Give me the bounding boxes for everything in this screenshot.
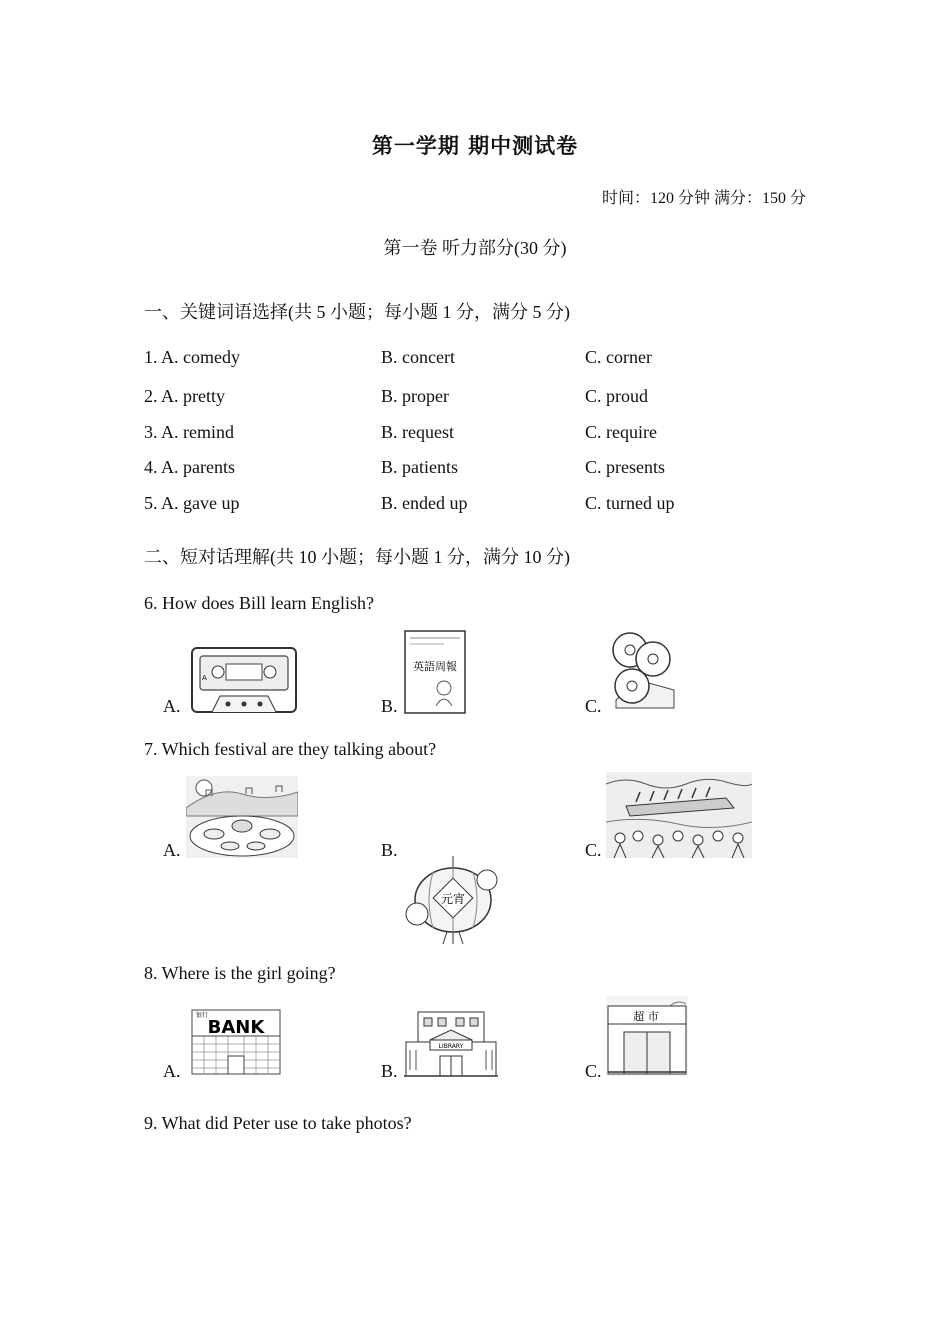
- newspaper-title: 英語周報: [413, 660, 457, 673]
- bank-small-sign: 银行: [196, 1012, 209, 1019]
- q7-label-c: C.: [585, 840, 602, 860]
- exam-meta: 时间：120 分钟 满分：150 分: [601, 190, 806, 207]
- supermarket-sign: 超 市: [633, 1010, 659, 1023]
- cassette-tape-icon: [190, 646, 298, 714]
- q3-option-c: C. require: [585, 422, 657, 442]
- bank-building-icon: [190, 1008, 282, 1076]
- q2-option-b: B. proper: [381, 386, 449, 406]
- q8-label-a: A.: [163, 1061, 181, 1081]
- cd-discs-icon: [608, 630, 678, 712]
- q6-label-a: A.: [163, 696, 181, 716]
- q7-label-b: B.: [381, 840, 398, 860]
- section-2-heading: 二、短对话理解(共 10 小题；每小题 1 分，满分 10 分): [144, 547, 570, 567]
- q7-text: 7. Which festival are they talking about?: [144, 739, 437, 759]
- lantern-text: 元宵: [440, 892, 466, 906]
- q1-option-a: 1. A. comedy: [144, 347, 240, 367]
- q1-option-b: B. concert: [381, 347, 455, 367]
- q4-option-b: B. patients: [381, 457, 458, 477]
- q6-label-b: B.: [381, 696, 398, 716]
- q1-option-c: C. corner: [585, 347, 652, 367]
- q8-label-b: B.: [381, 1061, 398, 1081]
- mooncake-festival-icon: [186, 776, 298, 858]
- q4-option-a: 4. A. parents: [144, 457, 235, 477]
- newspaper-icon: [404, 630, 466, 714]
- q9-text: 9. What did Peter use to take photos?: [144, 1113, 412, 1133]
- section-1-heading: 一、关键词语选择(共 5 小题；每小题 1 分，满分 5 分): [144, 302, 570, 322]
- q5-option-b: B. ended up: [381, 493, 468, 513]
- q5-option-c: C. turned up: [585, 493, 675, 513]
- q7-label-a: A.: [163, 840, 181, 860]
- q2-option-a: 2. A. pretty: [144, 386, 225, 406]
- svg-text:A: A: [202, 674, 207, 682]
- lantern-festival-icon: [403, 856, 503, 944]
- q2-option-c: C. proud: [585, 386, 648, 406]
- q8-text: 8. Where is the girl going?: [144, 963, 336, 983]
- q6-text: 6. How does Bill learn English?: [144, 593, 374, 613]
- library-building-icon: [404, 1010, 498, 1078]
- q4-option-c: C. presents: [585, 457, 665, 477]
- q3-option-b: B. request: [381, 422, 454, 442]
- supermarket-building-icon: [606, 996, 688, 1076]
- bank-sign: BANK: [207, 1017, 265, 1038]
- dragon-boat-icon: [606, 772, 752, 858]
- q8-label-c: C.: [585, 1061, 602, 1081]
- library-sign: LIBRARY: [438, 1043, 464, 1050]
- q6-label-c: C.: [585, 696, 602, 716]
- q3-option-a: 3. A. remind: [144, 422, 234, 442]
- q5-option-a: 5. A. gave up: [144, 493, 240, 513]
- page-title: 第一学期 期中测试卷: [371, 134, 579, 158]
- part-heading: 第一卷 听力部分(30 分): [383, 238, 567, 258]
